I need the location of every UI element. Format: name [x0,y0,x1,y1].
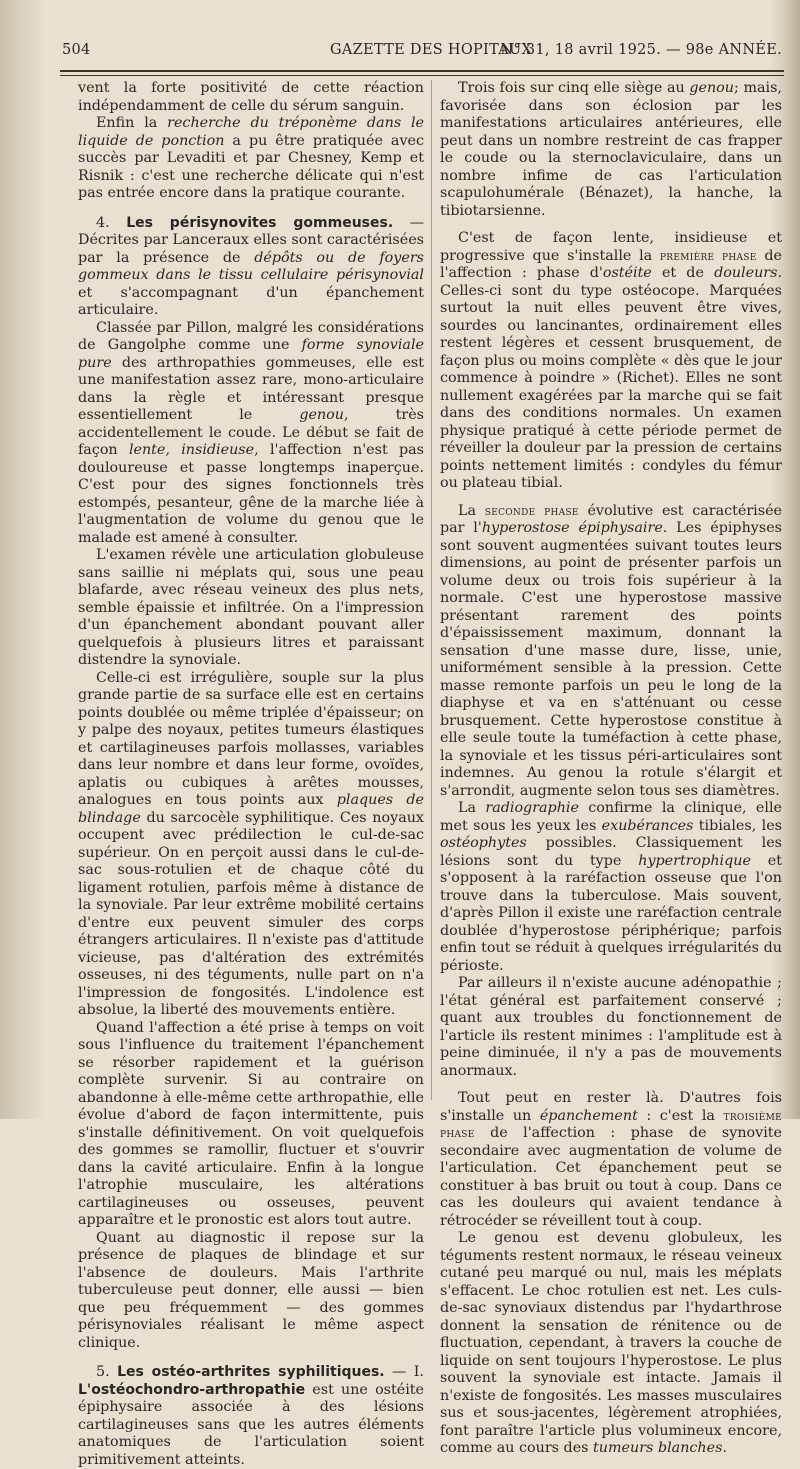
paragraph [78,320,424,548]
text: et s'accompagnant d'un épanchement articulaire. [78,284,424,318]
emphasis: radiographie [485,800,579,816]
text: de l'affection : phase d' [440,247,782,281]
paragraph [440,230,782,493]
text: La [458,502,485,519]
emphasis: épanchement [539,1107,638,1124]
paragraph [440,503,782,801]
emphasis: forme synoviale pure [78,337,424,371]
text: , très accidentellement le coude. Le début se fait de façon [78,407,425,458]
left-column [78,80,424,1469]
text: Classée par Pillon, malgré les considérations de Gangolphe comme une [78,319,424,353]
text: et de [651,265,715,281]
text: a pu être pratiquée avec succès par Levaditi et par Chesney, Kemp et Risnik : c'est une recherche délicate qui n'est pas entrée encore dans la pratique courante. [78,132,424,201]
paragraph [78,115,424,203]
emphasis: hypertrophique [638,852,751,869]
section-number: 4. [96,214,127,231]
right-column [440,80,782,1458]
paragraph [78,547,424,670]
emphasis: ostéophytes [440,835,527,851]
emphasis: plaques de blindage [78,792,424,826]
journal-title: GAZETTE DES HOPITAUX [330,42,533,58]
small-caps-term: première phase [659,248,757,264]
page-number: 504 [62,42,91,58]
paragraph [440,1090,782,1230]
header-rule-thick [60,70,784,72]
text: Quant au diagnostic il repose sur la présence de plaques de blindage et sur l'absence de douleurs. Mais l'arthrite tuberculeuse peut donner, elle aussi — bien que peu fréquemment — des gommes périsynoviales réalisant le même aspect clinique. [78,1229,424,1351]
text: C'est de façon lente, insidieuse et progressive que s'installe la [440,230,782,264]
paragraph [440,1230,782,1458]
text: vent la forte positivité de cette réaction indépendamment de celle du sérum sanguin. [78,80,424,114]
section-heading: Les ostéo-arthrites syphilitiques. [117,1364,385,1380]
text: La [458,800,486,816]
emphasis: ostéite [602,265,652,281]
text: — Décrites par Lanceraux elles sont caractérisées par la présence de [78,214,424,266]
paragraph [78,670,424,1020]
text: Tout peut en rester là. D'autres fois s'installe un [440,1090,782,1124]
header-rule-thin [60,75,784,76]
paragraph [440,80,782,220]
text: Le genou est devenu globuleux, les téguments restent normaux, le réseau veineux cutané peu marqué ou nul, mais les méplats s'effacent. Le choc rotulien est net. Les culs-de-sac synoviaux distendus par l'hydarthrose donnent la sensation de rénitence ou de fluctuation, cependant, à travers la couche de liquide on sent toujours l'hyperostose. Le plus souvent la synoviale est intacte. Jamais il n'existe de fongosités. Les masses musculaires sus et sous-jacentes, légèrement atrophiées, font paraître l'article plus volumineux encore, comme au cours des [440,1230,782,1456]
text: . Celles-ci sont du type ostéocope. Marquées surtout la nuit elles peuvent être vives, sourdes ou lancinantes, ordinairement elles restent légères et cessent brusquement, de façon plus ou moins complète « dès que le jour commence à poindre » (Richet). Elles ne sont nullement exagérées par la marche qui se fait dans des conditions normales. Un examen physique pratiqué à cette période permet de réveiller la douleur par la pression de certains points nettement limités : condyles du fémur ou plateau tibial. [440,265,783,491]
text: et s'opposent à la raréfaction osseuse que l'on trouve dans la tuberculose. Mais souvent, d'après Pillon il existe une raréfaction centrale doublée d'hyperostose périphérique; parfois enfin tout se réduit à quelques irrégularités du périoste. [440,852,782,974]
column-divider [431,80,432,1100]
emphasis: hyperostose épiphysaire [481,520,663,536]
text: confirme la clinique, elle met sous les yeux les [440,800,782,834]
paragraph [78,1020,424,1230]
subsection-heading: L'ostéochondro-arthropathie [78,1381,306,1398]
text: Enfin la [96,115,168,131]
page-left-edge-shadow [0,0,46,1119]
paragraph [78,1230,424,1353]
small-caps-term: troisième phase [440,1108,783,1141]
text: : c'est la [637,1107,724,1124]
paragraph [440,800,782,975]
small-caps-term: seconde phase [484,503,579,519]
issue-info: N° 31, 18 avril 1925. — 98e ANNÉE. [500,42,782,58]
text: est une ostéite épiphysaire associée à des lésions cartilagineuses sans que les autres éléments anatomiques de l'articulation soient primitivement atteints. [78,1381,424,1468]
paragraph [440,975,782,1080]
text: tibiales, les [693,817,782,834]
emphasis: dépôts ou de foyers gommeux dans le tissu cellulaire périsynovial [78,249,424,283]
text: évolutive est caractérisée par l' [440,502,782,536]
text: Quand l'affection a été prise à temps on voit sous l'influence du traitement l'épanchement se résorber rapidement et la guérison complète survenir. Si au contraire on abandonne à elle-même cette arthropathie, elle évolue d'abord de façon intermittente, puis s'installe définitivement. On voit quelquefois des gommes se ramollir, fluctuer et s'ouvrir dans la cavité articulaire. Enfin à la longue l'atrophie musculaire, les altérations cartilagineuses ou osseuses, peuvent apparaître et le pronostic est alors tout autre. [78,1019,424,1228]
emphasis: genou [299,407,344,423]
emphasis: recherche du tréponème dans le liquide de ponction [78,115,425,149]
paragraph [78,80,424,115]
text: ; mais, favorisée dans son éclosion par les manifestations articulaires antérieures, elle peut dans un nombre restreint de cas frapper le coude ou la sternoclaviculaire, dans un nombre infime de cas l'articulation scapulohumérale (Bénazet), la hanche, la tibiotarsienne. [440,80,783,219]
text: . Les épiphyses sont souvent augmentées suivant toutes leurs dimensions, au point de présenter parfois un volume deux ou trois fois supérieur à la normale. C'est une hyperostose massive présentant rarement des points d'épaississement maximum, donnant la sensation d'une masse dure, lisse, unie, uniformément sensible à la pression. Cette masse remonte parfois un peu le long de la diaphyse et va en s'atténuant ou cesse brusquement. Cette hyperostose constitue à elle seule toute la tuméfaction à cette phase, la synoviale et les tissus péri-articulaires sont indemnes. Au genou la rotule s'élargit et s'arrondit, augmente selon tous ses diamètres. [440,520,782,799]
text: L'examen révèle une articulation globuleuse sans saillie ni méplats qui, sous une peau blafarde, avec réseau veineux des plus nets, semble épaissie et infiltrée. On a l'impression d'un épanchement abondant pouvant aller quelquefois à plusieurs litres et paraissant distendre la synoviale. [78,547,424,668]
text: de l'affection : phase de synovite secondaire avec augmentation de volume de l'articulation. Cet épanchement peut se constituer à bas bruit ou tout à coup. Dans ce cas les douleurs qui avaient tendance à rétrocéder se réveillent tout à coup. [440,1125,782,1229]
emphasis: tumeurs blanches [593,1440,723,1456]
text: . [722,1440,727,1456]
text: — I. [384,1364,424,1380]
text: Trois fois sur cinq elle siège au [458,80,690,96]
emphasis: douleurs [714,265,778,281]
running-header [62,42,782,66]
section-number: 5. [96,1364,118,1380]
text: du sarcocèle syphilitique. Ces noyaux occupent avec prédilection le cul-de-sac supérieur. On en perçoit aussi dans le cul-de-sac sous-rotulien et de chaque côté du ligament rotulien, parfois même à distance de la synoviale. Par leur extrême mobilité certains d'entre eux peuvent simuler des corps étrangers articulaires. Il n'existe pas d'attitude vicieuse, pas d'altération des extrémités osseuses, ni des téguments, nulle part on n'a l'impression de fongosités. L'indolence est absolue, la liberté des mouvements entière. [78,809,424,1018]
text: Celle-ci est irrégulière, souple sur la plus grande partie de sa surface elle est en certains points doublée ou même triplée d'épaisseur; on y palpe des noyaux, petites tumeurs élastiques et cartilagineuses parfois mollasses, variables dans leur nombre et dans leur forme, ovoïdes, aplatis ou cubiques à arêtes mousses, analogues en tous points aux [78,669,424,808]
emphasis: exubérances [601,817,694,834]
emphasis: genou [689,80,734,96]
section-heading: Les périsynovites gommeuses. [126,214,394,231]
text: Par ailleurs il n'existe aucune adénopathie ; l'état général est parfaitement conservé ; quant aux troubles du fonctionnement de l'article ils restent minimes : l'amplitude est à peine diminuée, il n'y a pas de mouvements anormaux. [440,975,782,1079]
text: , l'affection n'est pas douloureuse et passe longtemps inaperçue. C'est pour des signes fonctionnels très estompés, pesanteur, gêne de la marche liée à l'augmentation de volume du genou que le malade est amené à consulter. [78,442,424,546]
emphasis: lente, insidieuse [128,442,255,458]
section-4-paragraph [78,215,424,320]
section-5-paragraph [78,1364,424,1469]
text: des arthropathies gommeuses, elle est une manifestation assez rare, mono-articulaire dans la règle et intéressant presque essentiellement le [78,354,424,423]
text: possibles. Classiquement les lésions sont du type [440,835,782,869]
